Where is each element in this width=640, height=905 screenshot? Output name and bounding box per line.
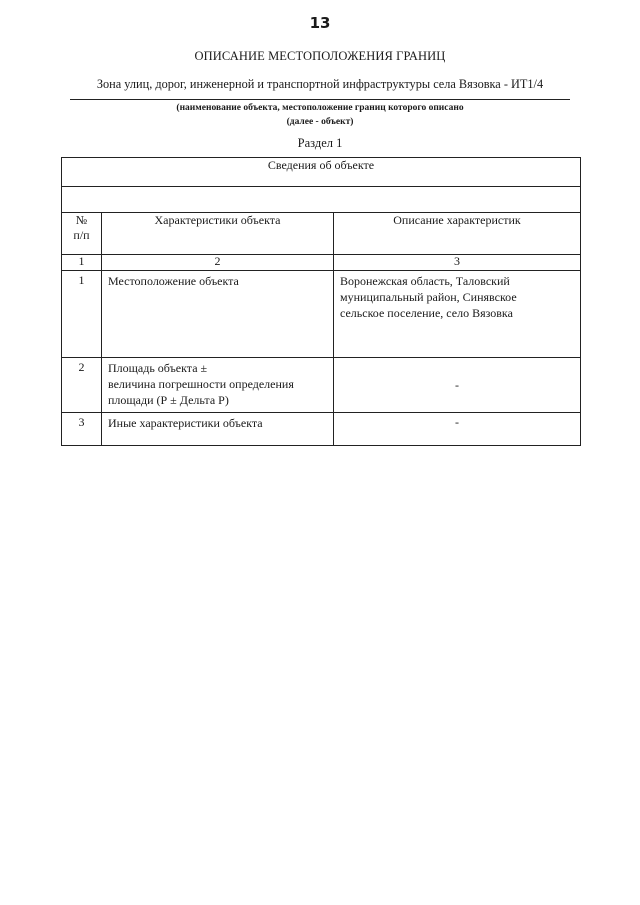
row-characteristic xyxy=(102,271,334,358)
column-header-description: Описание характеристик xyxy=(334,213,581,255)
row-description: - xyxy=(334,358,581,413)
row-characteristic-line: величина погрешности определения xyxy=(108,377,294,391)
table-title: Сведения об объекте xyxy=(62,158,581,187)
row-description-line: муниципальный район, Синявское xyxy=(340,290,517,304)
table-row xyxy=(62,413,581,446)
row-characteristic-line: Площадь объекта ± xyxy=(108,361,208,375)
row-number: 2 xyxy=(62,358,102,413)
column-index-cell: 3 xyxy=(334,255,581,271)
object-name-caption-continued: (далее - объект) xyxy=(286,117,354,127)
row-characteristic-line: Иные характеристики объекта xyxy=(108,416,263,430)
row-characteristic xyxy=(102,413,334,446)
column-index-cell: 1 xyxy=(62,255,102,271)
row-description: - xyxy=(334,413,581,446)
page-number: 13 xyxy=(309,14,331,32)
column-header-characteristics: Характеристики объекта xyxy=(102,213,334,255)
row-characteristic xyxy=(102,358,334,413)
column-header-num-line1: № xyxy=(75,213,88,227)
row-description xyxy=(334,271,581,358)
table-row xyxy=(62,271,581,358)
row-number: 3 xyxy=(62,413,102,446)
row-description-line: сельское поселение, село Вязовка xyxy=(340,306,513,320)
document-title: ОПИСАНИЕ МЕСТОПОЛОЖЕНИЯ ГРАНИЦ xyxy=(194,49,446,63)
row-number: 1 xyxy=(62,271,102,358)
column-index-row xyxy=(62,255,581,271)
table-empty-row xyxy=(62,187,581,213)
empty-cell xyxy=(62,187,581,213)
row-characteristic-line: Местоположение объекта xyxy=(108,274,239,288)
column-header-num-line2: п/п xyxy=(73,228,90,242)
row-characteristic-line: площади (Р ± Дельта Р) xyxy=(108,393,229,407)
object-name: Зона улиц, дорог, инженерной и транспортной инфраструктуры села Вязовка - ИТ1/4 xyxy=(96,77,544,91)
column-index-cell: 2 xyxy=(102,255,334,271)
underline-rule xyxy=(70,99,570,100)
table-title-row xyxy=(62,158,581,187)
object-name-caption: (наименование объекта, местоположение границ которого описано xyxy=(176,103,464,113)
table-row xyxy=(62,358,581,413)
object-info-table xyxy=(61,157,581,446)
column-header-num xyxy=(62,213,102,255)
column-header-row xyxy=(62,213,581,255)
section-title: Раздел 1 xyxy=(297,136,343,150)
row-description-line: Воронежская область, Таловский xyxy=(340,274,510,288)
